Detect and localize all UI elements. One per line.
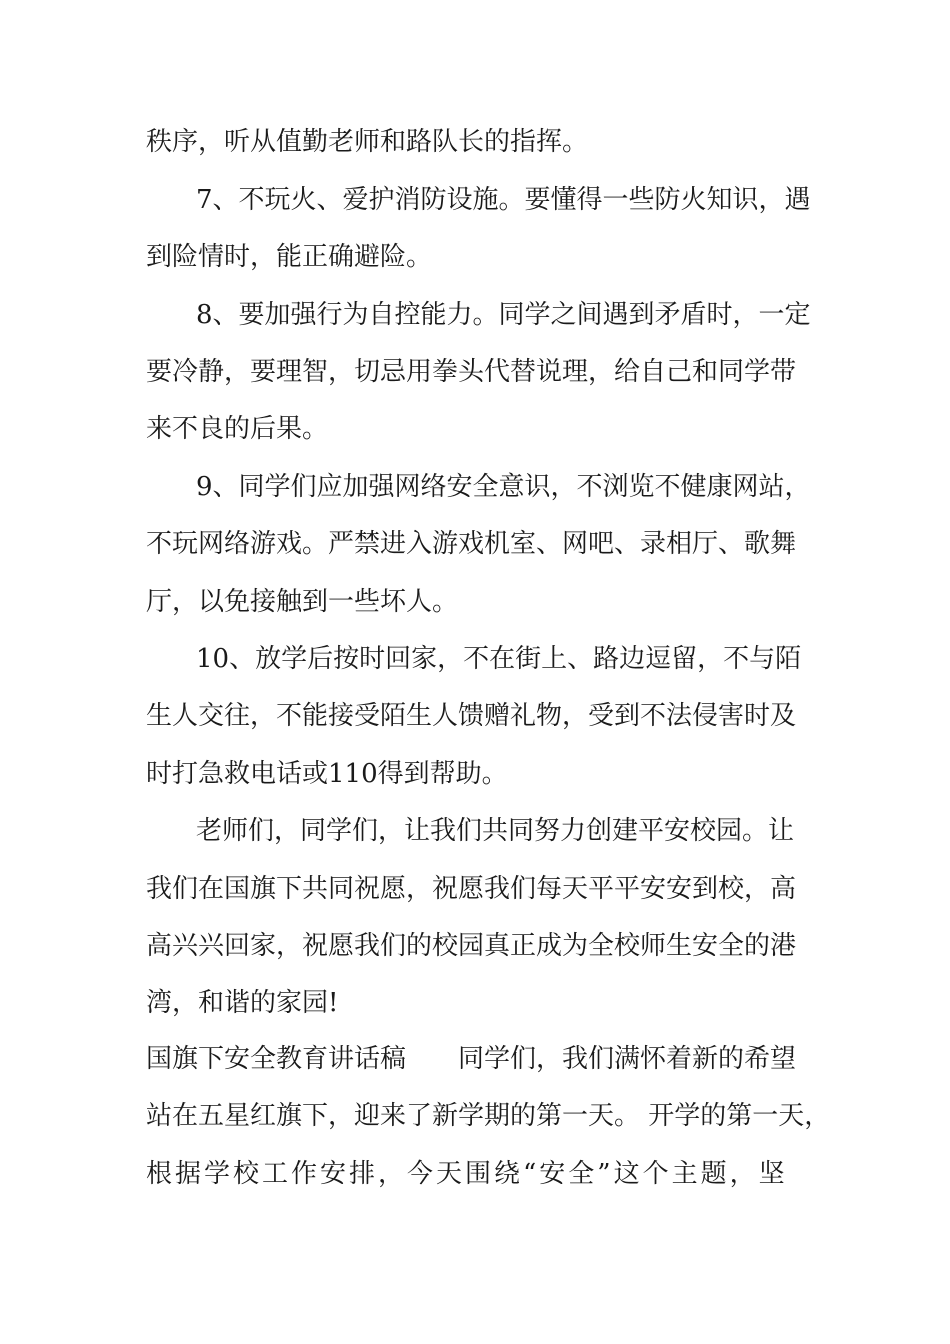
text-line: 7、不玩火、爱护消防设施。要懂得一些防火知识，遇 <box>196 185 811 215</box>
text-line: 湾，和谐的家园! <box>146 988 339 1018</box>
text-line: 站在五星红旗下，迎来了新学期的第一天。 开学的第一天， <box>146 1101 831 1131</box>
text-line: 生人交往，不能接受陌生人馈赠礼物，受到不法侵害时及 <box>146 701 797 731</box>
text-line: 到险情时，能正确避险。 <box>146 242 433 272</box>
section-start-line: 国旗下安全教育讲话稿 同学们，我们满怀着新的希望 <box>146 1044 797 1074</box>
text-line: 厅，以免接触到一些坏人。 <box>146 587 459 617</box>
text-line: 不玩网络游戏。严禁进入游戏机室、网吧、录相厅、歌舞 <box>146 529 797 559</box>
text-line: 高兴兴回家，祝愿我们的校园真正成为全校师生安全的港 <box>146 931 797 961</box>
text-line: 时打急救电话或110得到帮助。 <box>146 759 508 789</box>
text-line: 秩序，听从值勤老师和路队长的指挥。 <box>146 127 589 157</box>
text-line: 老师们，同学们，让我们共同努力创建平安校园。让 <box>196 816 795 846</box>
text-line: 根据学校工作安排，今天围绕“安全”这个主题，坚 <box>146 1159 788 1189</box>
text-line: 来不良的后果。 <box>146 414 329 444</box>
text-line: 10、放学后按时回家，不在街上、路边逗留，不与陌 <box>196 644 802 674</box>
text-line: 9、同学们应加强网络安全意识，不浏览不健康网站， <box>196 472 811 502</box>
text-line: 8、要加强行为自控能力。同学之间遇到矛盾时，一定 <box>196 300 811 330</box>
text-line: 要冷静，要理智，切忌用拳头代替说理，给自己和同学带 <box>146 357 797 387</box>
text-line: 我们在国旗下共同祝愿，祝愿我们每天平平安安到校，高 <box>146 874 797 904</box>
